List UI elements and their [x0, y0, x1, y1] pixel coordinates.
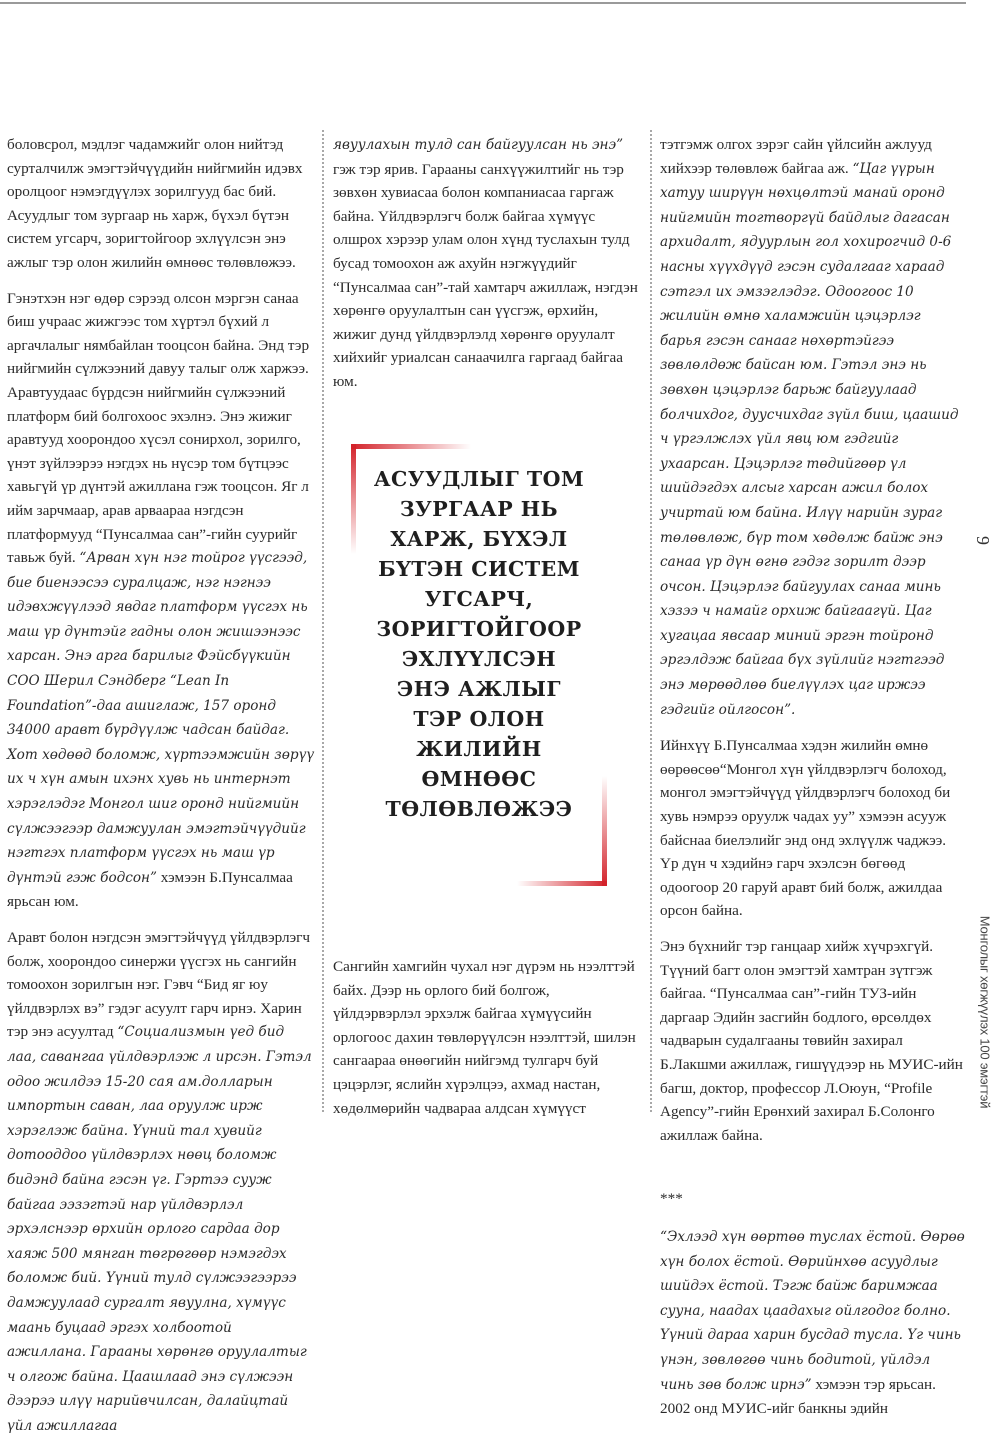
paragraph	[333, 133, 638, 394]
paragraph	[660, 1225, 965, 1421]
article-column-2	[333, 133, 638, 406]
pull-quote-line: ЗОРИГТОЙГООР	[376, 617, 582, 641]
pull-quote-line: ЭХЛҮҮЛСЭН	[401, 647, 557, 671]
article-column-2-lower	[333, 955, 638, 1120]
paragraph-text: тэтгэмж олгох зэрэг сайн үйлсийн ажлууд хийхээр төлөвлөж байгаа аж.	[660, 136, 932, 177]
pull-quote-text	[369, 464, 589, 824]
paragraph: Ийнхүү Б.Пунсалмаа хэдэн жилийн өмнө өөрөөсөө“Монгол хүн үйлдвэрлэгч болоход, монгол эмэгтэйчүүд үйлдвэрлэгч болоход би хувь нэмрээ оруулж чадах уу” хэмээн асууж байснаа биелэлийг энд онд эхлүүлж чаджээ. Үр дүн ч хэдийнэ гарч эхэлсэн бөгөөд одоогоор 20 гаруй аравт бий болж, ажилдаа орсон байна.	[660, 737, 951, 920]
pull-quote-line: ЖИЛИЙН	[416, 737, 542, 761]
paragraph: Энэ бүхнийг тэр ганцаар хийж хүчрэхгүй. Түүний багт олон эмэгтэй хамтран зүтгэж байгаа. “Пунсалмаа сан”-гийн ТУЗ-ийн даргаар Эдийн засгийн бодлого, өрсөлдөх чадварын судалгааны төвийн захирал Б.Лакшми ажиллаж, гишүүдээр нь МУИС-ийн багш, доктор, профессор Л.Оюун, “Profile Agency”-гийн Ерөнхий захирал Б.Солонго ажиллаж байна.	[660, 938, 963, 1144]
quote-text: явуулахын тулд сан байгуулсан нь энэ”	[333, 137, 624, 153]
column-divider	[650, 130, 652, 1112]
paragraph	[660, 133, 965, 722]
corner-bracket-bottom-right	[602, 776, 607, 886]
pull-quote-line: ӨМНӨӨС	[421, 767, 537, 791]
paragraph-text: гэж тэр ярив. Гарааны санхүүжилтийг нь тэр зөвхөн хувиасаа болон компаниасаа гаргаж байна. Үйлдвэрлэгч болж байгаа хүмүүс олшрох хэрээр улам олон хүнд туслахын тулд бусад томоохон аж ахуйн нэгжүүдийг “Пунсалмаа сан”-тай хамтарч ажиллаж, нэгдэн хөрөнгө оруулалтын сан үүсгэж, өрхийн, жижиг дунд үйлдвэрлэлд хөрөнгө оруулалт хийхийг уриалсан санаачилга гаргаад байгаа юм.	[333, 160, 638, 390]
quote-text: “Социализмын үед бид лаа, савангаа үйлдвэрлэж л ирсэн. Гэтэл одоо жилдээ 15-20 сая ам.долларын импортын саван, лаа оруулж ирж хэрэглэж байна. Үүний тал хувийг дотооддоо үйлдвэрлэх нөөц боломж бидэнд байна гэсэн үг. Гэртээ сууж байгаа ээзэгтэй нар үйлдвэрлэл эрхэлснээр өрхийн орлого сардаа дор хаяж 500 мянган төгрөгөөр нэмэгдэх боломж бий. Үүний тулд сүлжээгээрээ дамжуулаад сургалт явуулна, хүмүүс маань буцаад эргэх холбоотой ажиллана. Гарааны хөрөнгө оруулалтыг ч олгож байна. Цаашлаад энэ сүлжээн дээрээ илүү нарийвчилсан, далайцтай үйл ажиллагаа	[7, 1024, 312, 1434]
top-rule	[0, 2, 966, 4]
pull-quote-line: ХАРЖ, БҮХЭЛ	[390, 527, 568, 551]
running-title: Монголыг хөгжүүлэх 100 эмэгтэй	[977, 915, 993, 1109]
paragraph-text: Гэнэтхэн нэг өдөр сэрээд олсон мэргэн санаа биш учраас жижгээс том хүртэл бүхий л аргачлалыг нямбайлан тооцсон байна. Энд тэр нийгмийн сүлжээний давуу талыг олж харжээ. Аравтуудаас бүрдсэн нийгмийн сүлжээний платформ бий болгохоос эхэлнэ. Энэ жижиг аравтууд хоорондоо хүсэл сонирхол, зорилго, үнэт зүйлээрээ нэгдэх нь нүсэр том бүтцээс хавьгүй үр дүнтэй ажиллана гэж тооцсон. Яг л ийм зарчмаар, арав арваараа нэгдсэн платформууд “Пунсалмаа сан”-гийн суурийг тавьж буй.	[7, 289, 310, 567]
attribution-text: хэмээн Б.Пунсалмаа ярьсан юм.	[7, 868, 293, 911]
corner-bracket-bottom-right	[517, 881, 607, 886]
paragraph-text: хэмээн тэр ярьсан. 2002 онд МУИС-ийг банкны эдийн	[660, 1375, 936, 1418]
pull-quote-line: БҮТЭН СИСТЕМ	[378, 557, 580, 581]
column-divider	[322, 130, 324, 1112]
pull-quote-line: УГСАРЧ,	[424, 587, 534, 611]
pull-quote-line: ЭНЭ АЖЛЫГ	[396, 677, 562, 701]
article-column-3	[660, 133, 965, 1433]
corner-bracket-top-left	[351, 444, 471, 449]
corner-bracket-top-left	[351, 444, 356, 554]
paragraph	[7, 926, 315, 1438]
paragraph: Сангийн хамгийн чухал нэг дүрэм нь нээлттэй байх. Дээр нь орлого бий болгож, үйлдэрвэрлэл эрхэлж байгаа хүмүүсийн орлогоос дахин төвлөрүүлсэн нээлттэй, шилэн сангаараа өнөөгийн нийгэмд тулгарч буй цэцэрлэг, яслийн хүрэлцээ, ахмад настан, хөдөлмөрийн чадвараа алдсан хүмүүст	[333, 958, 636, 1117]
pull-quote-line: ЗУРГААР НЬ	[399, 497, 559, 521]
pull-quote-line: АСУУДЛЫГ ТОМ	[373, 467, 585, 491]
page-number: 9	[973, 536, 993, 545]
quote-text: “Эхлээд хүн өөртөө туслах ёстой. Өөрөө хүн болох ёстой. Өөрийнхөө асуудлыг шийдэх ёстой. Тэгж байж баримжаа суунa, наадах цаадахыг ойлгодог болно. Үүний дараа харин бусдад тусла. Үг чинь үнэн, зөвлөгөө чинь бодитой, үйлдэл чинь зөв болж ирнэ”	[660, 1228, 965, 1393]
article-column-1	[7, 133, 315, 1450]
section-separator: ***	[660, 1190, 683, 1208]
paragraph-text: Аравт болон нэгдсэн эмэгтэйчүүд үйлдвэрлэгч болж, хоорондоо синержи үүсгэх нь сангийн томоохон зорилгын нэг. Гэвч “Бид яг юу үйлдвэрлэх вэ” гэдэг асуулт гарч ирнэ. Харин тэр энэ асуултад	[7, 929, 310, 1041]
pull-quote-line: ТЭР ОЛОН	[413, 707, 545, 731]
paragraph: боловсрол, мэдлэг чадамжийг олон нийтэд сурталчилж эмэгтэйчүүдийн нийгмийн идэвх оролцоог нэмэгдүүлэх зорилгууд бас бий. Асуудлыг том зургаар нь харж, бүхэл бүтэн систем угсарч, зоригтойгоор эхлүүлсэн энэ ажлыг тэр олон жилийн өмнөөс төлөвлөжээ.	[7, 136, 303, 271]
pull-quote	[351, 444, 607, 886]
quote-text: “Цаг үүрын хатуу ширүүн нөхцөлтэй манай оронд нийгмийн тогтворгүй байдлыг дагасан архидалт, ядуурлын гол хохирогчид 0-6 насны хүүхдүүд гэсэн судалгааг хараад сэтгэл их эмзэглэдэг. Одоогоос 10 жилийн өмнө халамжийн цэцэрлэг барья гэсэн санааг нөхөртэйгээ зөвлөлдөж байсан юм. Гэтэл энэ нь зөвхөн цэцэрлэг барьж байгуулаад болчихдог, дуусчихдаг зүйл биш, цаашид ч үргэлжлэх үйл явц юм гэдгийг ухаарсан. Цэцэрлэг төдийгөөр үл шийдэгдэх алсыг харсан ажил болох учиртай юм байна. Илүү нарийн зураг төлөвлөж, бүр том хөдөлж байж энэ санаа үр дүн өгнө гэдэг зорилт дээр очсон. Цэцэрлэг байгуулах санаа минь хэзээ ч намайг орхиж байгаагүй. Цаг хугацаа явсаар миний эргэн тойронд эргэлдэж байгаа бүх зүйлийг нэгтгээд энэ мөрөөдлөө биелүүлэх цаг иржээ гэдгийг ойлгосон”.	[660, 160, 959, 718]
quote-text: “Арван хүн нэг тойрог үүсгээд, бие биенээсээ суралцаж, нэг нэгнээ идэвхжүүлээд явдаг платформ үүсгэх нь маш үр дүнтэйг гадны олон жишээнээс харсан. Энэ арга барилыг Фэйсбүүкийн COO Шерил Сэндберг “Lean In Foundation”-даа ашиглаж, 157 оронд 34000 аравт бүрдүүлж чадсан байдаг. Хот хөдөөд боломж, хүртээмжийн зөрүү их ч хүн амын ихэнх хувь нь интернэт хэрэглэдэг Монгол шиг оронд нийгмийн сүлжээгээр дамжуулан эмэгтэйчүүдийг нэгтгэх платформ үүсгэх нь маш үр дүнтэй гэж бодсон”	[7, 550, 315, 886]
paragraph	[7, 287, 315, 914]
pull-quote-line: ТӨЛӨВЛӨЖЭЭ	[385, 797, 573, 821]
